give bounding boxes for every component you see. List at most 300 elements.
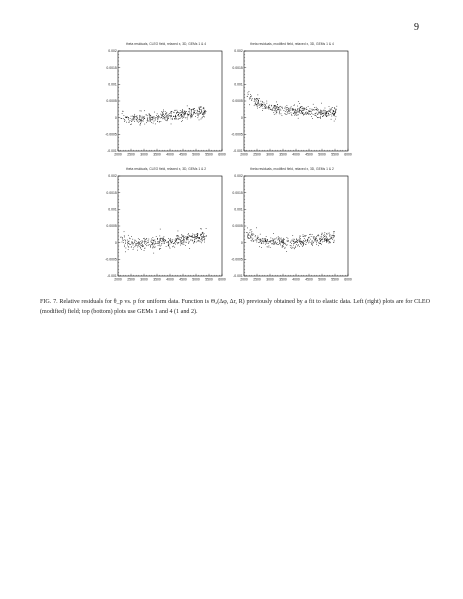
data-point [125, 120, 126, 121]
data-point [155, 117, 156, 118]
data-point [332, 235, 333, 236]
data-point [155, 243, 156, 244]
data-point [275, 243, 276, 244]
data-point [178, 112, 179, 113]
data-point [333, 110, 334, 111]
data-point [202, 237, 203, 238]
data-point [132, 120, 133, 121]
data-point [256, 242, 257, 243]
data-point [294, 105, 295, 106]
data-point [294, 105, 295, 106]
data-point [277, 109, 278, 110]
data-point [320, 116, 321, 117]
data-point [331, 238, 332, 239]
data-point [251, 229, 252, 230]
data-point [256, 227, 257, 228]
data-point [285, 113, 286, 114]
data-point [201, 239, 202, 240]
data-point [198, 240, 199, 241]
data-point [311, 111, 312, 112]
data-point [305, 114, 306, 115]
data-point [277, 106, 278, 107]
data-point [279, 112, 280, 113]
data-point [274, 243, 275, 244]
data-point [138, 245, 139, 246]
data-point [296, 110, 297, 111]
data-point [145, 244, 146, 245]
data-point [128, 249, 129, 250]
data-point [261, 243, 262, 244]
data-point [295, 111, 296, 112]
data-point [200, 241, 201, 242]
data-point [304, 241, 305, 242]
data-point [271, 243, 272, 244]
data-point [140, 125, 141, 126]
data-point [321, 244, 322, 245]
data-point [296, 115, 297, 116]
data-point [247, 237, 248, 238]
data-point [122, 237, 123, 238]
y-tick-label: 0.001 [234, 82, 243, 87]
data-point [206, 236, 207, 237]
data-point [292, 110, 293, 111]
data-point [330, 239, 331, 240]
scatter-plot [226, 167, 353, 289]
data-point [259, 107, 260, 108]
data-point [180, 110, 181, 111]
data-point [328, 113, 329, 114]
data-point [321, 234, 322, 235]
data-point [189, 108, 190, 109]
data-point [326, 236, 327, 237]
data-point [267, 108, 268, 109]
data-point [266, 242, 267, 243]
data-point [317, 114, 318, 115]
data-point [152, 243, 153, 244]
scatter-plot [100, 42, 227, 164]
data-point [159, 243, 160, 244]
data-point [137, 121, 138, 122]
data-point [182, 113, 183, 114]
data-point [326, 238, 327, 239]
data-point [265, 104, 266, 105]
data-point [189, 248, 190, 249]
data-point [267, 239, 268, 240]
data-point [157, 113, 158, 114]
data-point [316, 116, 317, 117]
data-point [126, 248, 127, 249]
data-point [312, 110, 313, 111]
data-point [265, 239, 266, 240]
data-point [124, 121, 125, 122]
data-point [303, 236, 304, 237]
data-point [166, 116, 167, 117]
data-point [168, 243, 169, 244]
data-point [187, 117, 188, 118]
data-point [142, 244, 143, 245]
data-point [302, 106, 303, 107]
data-point [303, 115, 304, 116]
data-point [326, 233, 327, 234]
data-point [140, 110, 141, 111]
data-point [155, 120, 156, 121]
data-point [278, 240, 279, 241]
data-point [295, 247, 296, 248]
data-point [279, 107, 280, 108]
data-point [163, 110, 164, 111]
data-point [125, 239, 126, 240]
data-point [294, 109, 295, 110]
data-point [170, 238, 171, 239]
data-point [137, 243, 138, 244]
data-point [255, 240, 256, 241]
data-point [290, 110, 291, 111]
data-point [187, 114, 188, 115]
data-point [163, 116, 164, 117]
data-point [275, 105, 276, 106]
data-point [282, 115, 283, 116]
data-point [200, 228, 201, 229]
data-point [249, 232, 250, 233]
data-point [176, 118, 177, 119]
data-point [144, 243, 145, 244]
x-tick-label: 4500 [305, 152, 313, 157]
data-point [248, 93, 249, 94]
data-point [330, 242, 331, 243]
data-point [316, 242, 317, 243]
data-point [150, 245, 151, 246]
data-point [165, 240, 166, 241]
data-point [176, 119, 177, 120]
data-point [277, 104, 278, 105]
data-point [271, 106, 272, 107]
data-point [157, 238, 158, 239]
y-tick-label: 0.001 [234, 207, 243, 212]
data-point [269, 241, 270, 242]
data-point [157, 116, 158, 117]
data-point [166, 246, 167, 247]
data-point [263, 240, 264, 241]
data-point [133, 243, 134, 244]
data-point [162, 115, 163, 116]
data-point [284, 110, 285, 111]
data-point [171, 113, 172, 114]
y-tick-label: -0.0005 [231, 132, 243, 137]
data-point [307, 240, 308, 241]
data-point [183, 242, 184, 243]
data-point [257, 102, 258, 103]
data-point [148, 242, 149, 243]
data-point [323, 113, 324, 114]
chart-title: theta residuals, modified field, relaxed x, 3D, GEMs 1 & 2 [250, 167, 334, 171]
data-point [137, 118, 138, 119]
data-point [194, 242, 195, 243]
data-point [281, 113, 282, 114]
data-point [142, 240, 143, 241]
data-point [317, 117, 318, 118]
data-point [185, 245, 186, 246]
x-tick-label: 2500 [253, 152, 261, 157]
data-point [298, 118, 299, 119]
data-point [299, 236, 300, 237]
data-point [181, 234, 182, 235]
data-point [130, 244, 131, 245]
data-point [297, 242, 298, 243]
data-point [180, 118, 181, 119]
data-point [268, 247, 269, 248]
data-point [204, 242, 205, 243]
data-point [278, 107, 279, 108]
data-point [188, 239, 189, 240]
data-point [155, 119, 156, 120]
data-point [285, 247, 286, 248]
data-point [147, 121, 148, 122]
y-tick-label: 0.002 [234, 174, 243, 179]
data-point [139, 241, 140, 242]
data-point [281, 241, 282, 242]
data-point [185, 111, 186, 112]
data-point [160, 248, 161, 249]
data-point [294, 111, 295, 112]
data-point [294, 115, 295, 116]
x-tick-label: 4000 [292, 152, 300, 157]
data-point [303, 107, 304, 108]
data-point [279, 110, 280, 111]
data-point [194, 108, 195, 109]
data-point [145, 239, 146, 240]
data-point [266, 101, 267, 102]
data-point [156, 243, 157, 244]
data-point [140, 120, 141, 121]
data-point [260, 106, 261, 107]
data-point [196, 238, 197, 239]
data-point [291, 114, 292, 115]
data-point [140, 241, 141, 242]
data-point [142, 120, 143, 121]
x-tick-label: 2000 [240, 277, 248, 282]
data-point [300, 240, 301, 241]
data-point [291, 246, 292, 247]
data-point [321, 113, 322, 114]
data-point [311, 113, 312, 114]
data-point [250, 94, 251, 95]
data-point [280, 243, 281, 244]
data-point [123, 111, 124, 112]
data-point [155, 241, 156, 242]
data-point [297, 106, 298, 107]
data-point [312, 234, 313, 235]
data-point [165, 118, 166, 119]
data-point [304, 238, 305, 239]
data-point [288, 108, 289, 109]
data-point [335, 109, 336, 110]
data-point [321, 114, 322, 115]
chart-title: theta residuals, modified field, relaxed x, 3D, GEMs 1 & 4 [250, 42, 334, 46]
data-point [266, 236, 267, 237]
chart-panel-bottom-right [226, 167, 353, 289]
chart-title: theta residuals, CLEO field, relaxed x, 3D, GEMs 1 & 2 [125, 167, 207, 171]
data-point [165, 111, 166, 112]
data-point [256, 239, 257, 240]
data-point [174, 247, 175, 248]
data-point [198, 111, 199, 112]
data-point [271, 240, 272, 241]
data-point [320, 241, 321, 242]
data-point [333, 238, 334, 239]
data-point [291, 243, 292, 244]
data-point [276, 112, 277, 113]
data-point [330, 238, 331, 239]
data-point [280, 245, 281, 246]
data-point [288, 238, 289, 239]
data-point [190, 240, 191, 241]
data-point [206, 228, 207, 229]
data-point [262, 110, 263, 111]
data-point [144, 241, 145, 242]
data-point [269, 107, 270, 108]
data-point [286, 107, 287, 108]
data-point [279, 241, 280, 242]
data-point [172, 243, 173, 244]
data-point [128, 246, 129, 247]
data-point [150, 121, 151, 122]
data-point [181, 237, 182, 238]
data-point [313, 237, 314, 238]
data-point [139, 239, 140, 240]
data-point [291, 247, 292, 248]
data-point [153, 123, 154, 124]
data-point [306, 244, 307, 245]
data-point [258, 239, 259, 240]
data-point [120, 237, 121, 238]
data-point [144, 110, 145, 111]
data-point [203, 234, 204, 235]
data-point [176, 239, 177, 240]
data-point [303, 245, 304, 246]
data-point [152, 240, 153, 241]
data-point [301, 241, 302, 242]
y-tick-label: 0 [240, 115, 243, 120]
data-point [306, 242, 307, 243]
data-point [143, 246, 144, 247]
data-point [172, 119, 173, 120]
data-point [319, 111, 320, 112]
data-point [126, 122, 127, 123]
data-point [154, 116, 155, 117]
data-point [195, 237, 196, 238]
data-point [135, 240, 136, 241]
data-point [193, 237, 194, 238]
data-point [298, 112, 299, 113]
data-point [309, 111, 310, 112]
data-point [303, 244, 304, 245]
data-point [312, 244, 313, 245]
x-tick-label: 5000 [192, 277, 200, 282]
data-point [327, 116, 328, 117]
data-point [132, 119, 133, 120]
data-point [181, 121, 182, 122]
data-point [314, 110, 315, 111]
data-point [134, 116, 135, 117]
data-point [329, 233, 330, 234]
data-point [204, 239, 205, 240]
data-point [140, 116, 141, 117]
data-point [147, 242, 148, 243]
data-point [125, 251, 126, 252]
x-tick-label: 3500 [279, 277, 287, 282]
data-point [135, 246, 136, 247]
data-point [197, 113, 198, 114]
data-point [186, 242, 187, 243]
data-point [133, 247, 134, 248]
data-point [326, 113, 327, 114]
data-point [308, 243, 309, 244]
data-point [293, 241, 294, 242]
data-point [305, 112, 306, 113]
data-point [138, 245, 139, 246]
data-point [261, 101, 262, 102]
data-point [123, 240, 124, 241]
data-point [184, 113, 185, 114]
data-point [176, 113, 177, 114]
data-point [254, 98, 255, 99]
data-point [152, 237, 153, 238]
data-point [262, 241, 263, 242]
data-point [130, 120, 131, 121]
data-point [259, 246, 260, 247]
data-point [151, 244, 152, 245]
data-point [286, 110, 287, 111]
data-point [314, 237, 315, 238]
data-point [289, 110, 290, 111]
x-tick-label: 3500 [153, 152, 161, 157]
y-tick-label: 0 [240, 240, 243, 245]
data-point [252, 235, 253, 236]
data-point [270, 242, 271, 243]
data-point [181, 242, 182, 243]
data-point [177, 243, 178, 244]
y-tick-label: 0.002 [108, 174, 117, 179]
x-tick-label: 5000 [318, 277, 326, 282]
data-point [144, 124, 145, 125]
data-point [138, 122, 139, 123]
data-point [146, 122, 147, 123]
data-point [297, 112, 298, 113]
data-point [306, 235, 307, 236]
data-point [260, 241, 261, 242]
data-point [295, 113, 296, 114]
data-point [322, 234, 323, 235]
data-point [185, 242, 186, 243]
data-point [268, 106, 269, 107]
x-tick-label: 4000 [166, 277, 174, 282]
data-point [253, 234, 254, 235]
data-point [261, 105, 262, 106]
data-point [297, 240, 298, 241]
data-point [150, 115, 151, 116]
x-tick-label: 3000 [266, 152, 274, 157]
data-point [140, 247, 141, 248]
data-point [150, 247, 151, 248]
data-point [257, 238, 258, 239]
data-point [177, 235, 178, 236]
data-point [194, 111, 195, 112]
data-point [199, 111, 200, 112]
data-point [192, 116, 193, 117]
data-point [178, 242, 179, 243]
data-point [183, 241, 184, 242]
data-point [176, 112, 177, 113]
